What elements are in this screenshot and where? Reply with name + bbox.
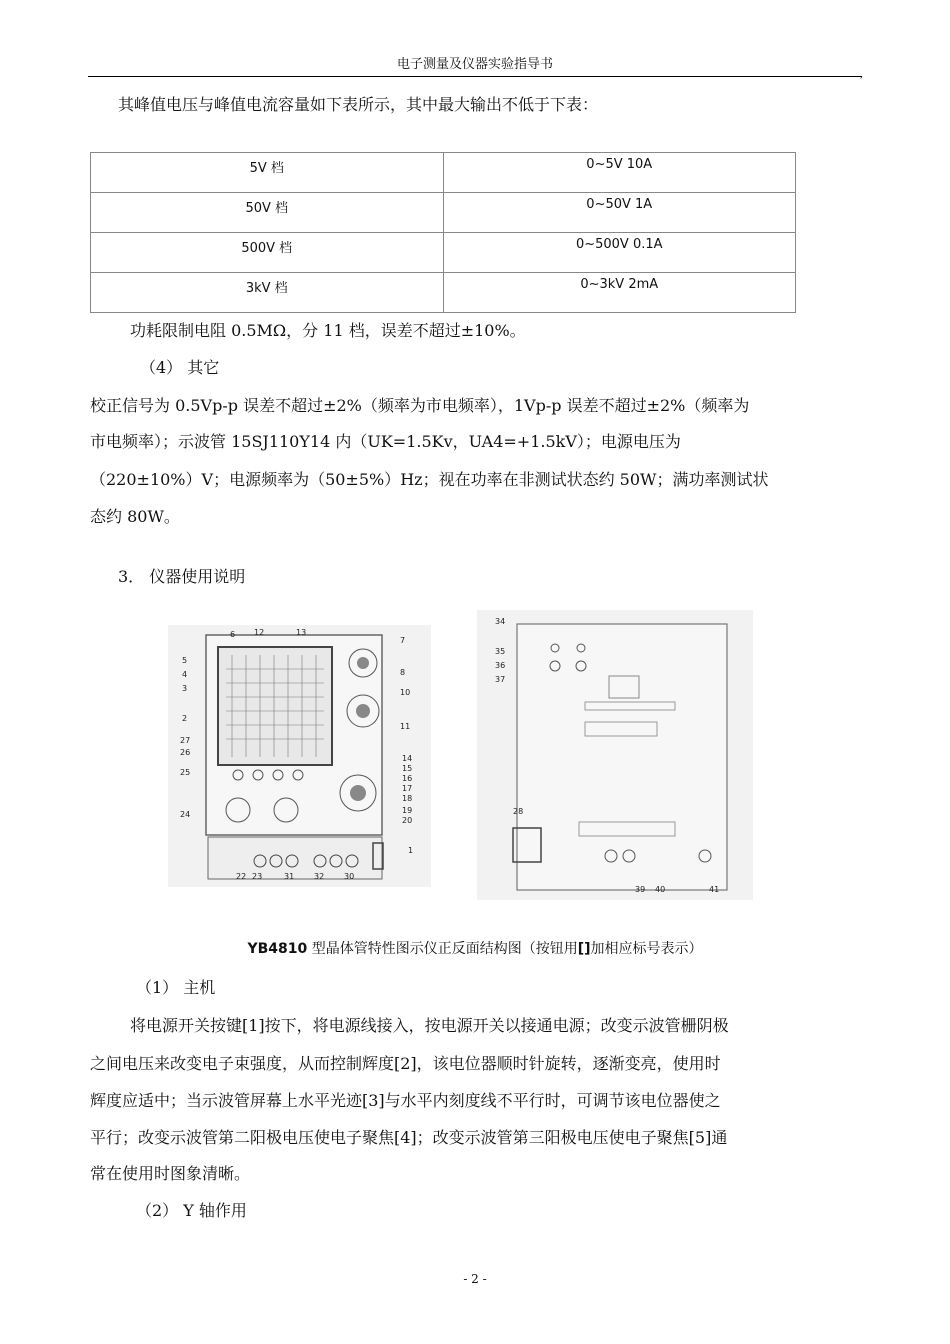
host-heading: （1） 主机 (136, 978, 216, 997)
front-label: 31 (284, 872, 295, 881)
spec-table (90, 152, 796, 313)
front-label: 25 (180, 768, 191, 777)
front-label: 27 (180, 736, 191, 745)
figure-caption (0, 938, 950, 958)
host-line-2: 之间电压来改变电子束强度，从而控制辉度[2]，该电位器顺时针旋转，逐渐变亮，使用时 (90, 1054, 721, 1073)
front-label: 13 (296, 628, 307, 637)
other-heading: （4） 其它 (140, 358, 220, 377)
front-label: 23 (252, 872, 263, 881)
front-label: 22 (236, 872, 247, 881)
front-label: 10 (400, 688, 411, 697)
front-label: 20 (402, 816, 413, 825)
caption-text-b: 加相应标号表示） (590, 941, 703, 957)
power-limit-text: 功耗限制电阻 0.5MΩ，分 11 档，误差不超过±10%。 (130, 321, 526, 340)
section-3-heading: 3． 仪器使用说明 (118, 567, 246, 586)
other-line-3: （220±10%）V；电源频率为（50±5%）Hz；视在功率在非测试状态约 50W；满功率测试状 (90, 470, 769, 489)
other-line-2: 市电频率）；示波管 15SJ110Y14 内（UK=1.5Kv，UA4=+1.5kV）；电源电压为 (90, 432, 681, 451)
back-label: 37 (495, 675, 506, 684)
back-label: 35 (495, 647, 506, 656)
table-cell-range: 3kV 档 (91, 273, 444, 313)
table-cell-range: 5V 档 (91, 153, 444, 193)
table-cell-range: 50V 档 (91, 193, 444, 233)
front-panel-drawing (168, 625, 431, 887)
back-label: 28 (513, 807, 524, 816)
front-label: 5 (182, 656, 188, 665)
front-panel-figure (168, 625, 431, 887)
host-line-1: 将电源开关按键[1]按下，将电源线接入，按电源开关以接通电源；改变示波管栅阴极 (130, 1016, 729, 1035)
table-cell-range: 500V 档 (91, 233, 444, 273)
table-cell-rating: 0~500V 0.1A (443, 233, 796, 273)
front-label: 2 (182, 714, 188, 723)
other-line-4: 态约 80W。 (90, 507, 180, 526)
y-axis-heading: （2） Y 轴作用 (136, 1201, 247, 1220)
back-label: 39 (635, 885, 646, 894)
caption-text-a: 型晶体管特性图示仪正反面结构图（按钮用 (307, 941, 578, 957)
front-label: 32 (314, 872, 325, 881)
table-cell-rating: 0~50V 1A (443, 193, 796, 233)
page-number: - 2 - (463, 1272, 487, 1286)
other-line-1: 校正信号为 0.5Vp-p 误差不超过±2%（频率为市电频率），1Vp-p 误差不超过±2%（频率为 (90, 396, 750, 415)
front-label: 1 (408, 846, 414, 855)
front-label: 7 (400, 636, 406, 645)
table-row (91, 233, 796, 273)
front-label: 3 (182, 684, 188, 693)
back-label: 34 (495, 617, 506, 626)
host-line-5: 常在使用时图象清晰。 (90, 1164, 251, 1183)
back-panel-figure (477, 610, 753, 900)
table-row (91, 273, 796, 313)
front-label: 11 (400, 722, 411, 731)
back-panel-drawing (477, 610, 753, 900)
intro-paragraph: 其峰值电压与峰值电流容量如下表所示，其中最大输出不低于下表： (118, 95, 599, 114)
caption-model: YB4810 (247, 941, 308, 957)
front-label: 26 (180, 748, 191, 757)
host-line-3: 辉度应适中；当示波管屏幕上水平光迹[3]与水平内刻度线不平行时，可调节该电位器使之 (90, 1091, 721, 1110)
back-label: 41 (709, 885, 720, 894)
back-label: 40 (655, 885, 666, 894)
header-mark: , (860, 69, 864, 80)
front-label: 30 (344, 872, 355, 881)
table-cell-rating: 0~3kV 2mA (443, 273, 796, 313)
front-label: 6 (230, 630, 236, 639)
front-label: 15 (402, 764, 413, 773)
host-line-4: 平行；改变示波管第二阳极电压使电子聚焦[4]；改变示波管第三阳极电压使电子聚焦[5]通 (90, 1128, 728, 1147)
table-cell-rating: 0~5V 10A (443, 153, 796, 193)
front-label: 8 (400, 668, 406, 677)
front-label: 14 (402, 754, 413, 763)
front-label: 24 (180, 810, 191, 819)
front-label: 19 (402, 806, 413, 815)
table-row (91, 153, 796, 193)
front-label: 4 (182, 670, 188, 679)
front-label: 18 (402, 794, 413, 803)
front-label: 16 (402, 774, 413, 783)
header-rule (88, 76, 862, 77)
back-label: 36 (495, 661, 506, 670)
header-title: 电子测量及仪器实验指导书 (396, 57, 553, 72)
caption-bracket: [] (577, 941, 591, 957)
front-label: 12 (254, 628, 265, 637)
front-label: 17 (402, 784, 413, 793)
table-row (91, 193, 796, 233)
